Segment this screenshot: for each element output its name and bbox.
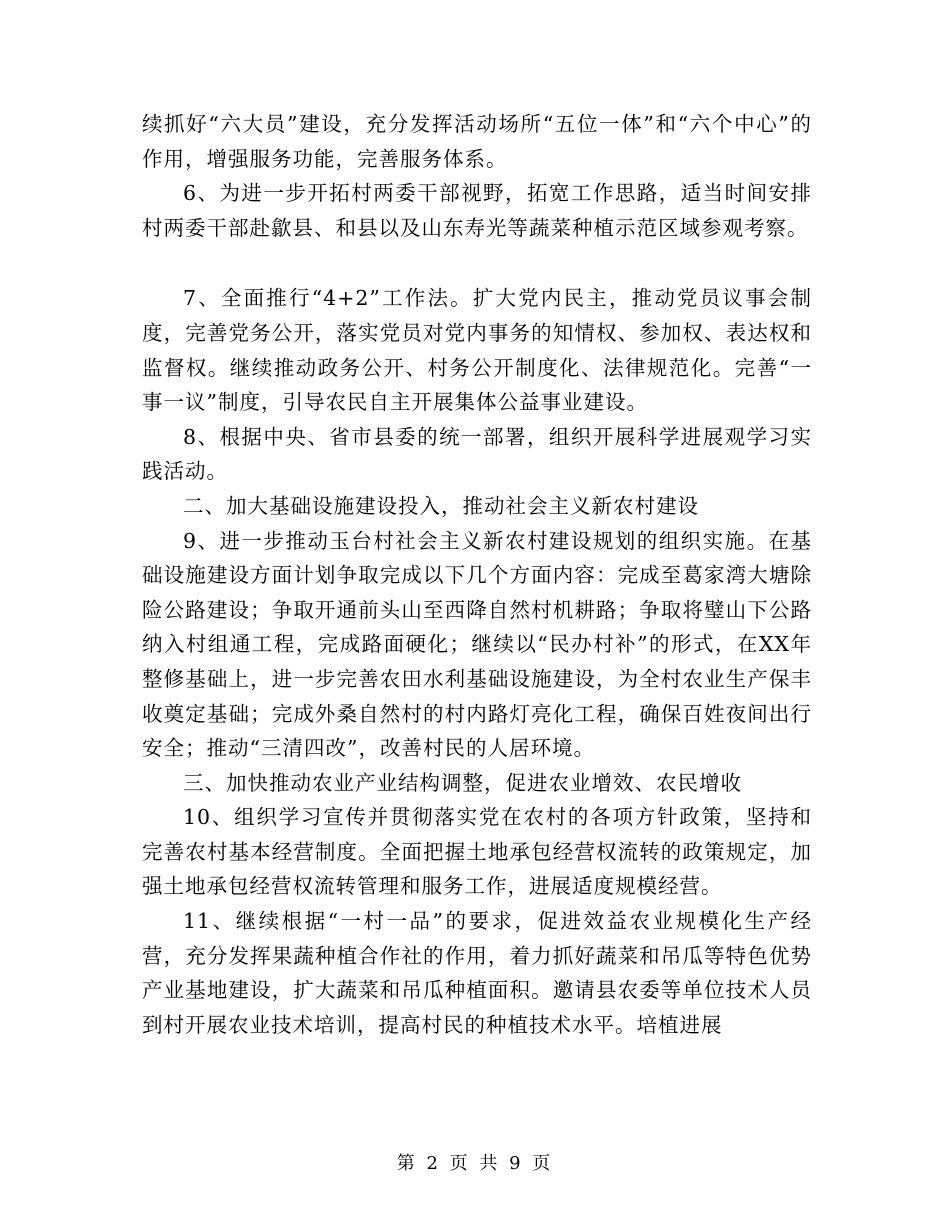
body-text	[142, 107, 812, 1042]
paragraph-continuation: 续抓好“六大员”建设，充分发挥活动场所“五位一体”和“六个中心”的作用，增强服务功能，完善服务体系。	[142, 112, 812, 171]
section-heading-2: 二、加大基础设施建设投入，推动社会主义新农村建设	[183, 493, 699, 518]
paragraph-item-10: 10、组织学习宣传并贯彻落实党在农村的各项方针政策，坚持和完善农村基本经营制度。全面把握土地承包经营权流转的政策规定，加强土地承包经营权流转管理和服务工作，进展适度规模经营。	[142, 805, 812, 899]
paragraph-item-9: 9、进一步推动玉台村社会主义新农村建设规划的组织实施。在基础设施建设方面计划争取完成以下几个方面内容：完成至葛家湾大塘除险公路建设；争取开通前头山至西降自然村机耕路；争取将璧山下公路纳入村组通工程，完成路面硬化；继续以“民办村补”的形式，在XX年整修基础上，进一步完善农田水利基础设施建设，为全村农业生产保丰收奠定基础；完成外桑自然村的村内路灯亮化工程，确保百姓夜间出行安全；推动“三清四改”，改善村民的人居环境。	[142, 528, 812, 761]
page-footer: 第 2 页 共 9 页	[396, 1153, 554, 1174]
paragraph-item-8: 8、根据中央、省市县委的统一部署，组织开展科学进展观学习实践活动。	[142, 424, 812, 484]
paragraph-item-6: 6、为进一步开拓村两委干部视野，拓宽工作思路，适当时间安排村两委干部赴歙县、和县以及山东寿光等蔬菜种植示范区域参观考察。	[142, 181, 812, 240]
paragraph-item-11: 11、继续根据“一村一品”的要求，促进效益农业规模化生产经营，充分发挥果蔬种植合作社的作用，着力抓好蔬菜和吊瓜等特色优势产业基地建设，扩大蔬菜和吊瓜种植面积。邀请县农委等单位技术人员到村开展农业技术培训，提高村民的种植技术水平。培植进展	[142, 909, 812, 1037]
section-heading-3: 三、加快推动农业产业结构调整，促进农业增效、农民增收	[183, 770, 742, 795]
paragraph-item-7: 7、全面推行“4+2”工作法。扩大党内民主，推动党员议事会制度，完善党务公开，落实党员对党内事务的知情权、参加权、表达权和监督权。继续推动政务公开、村务公开制度化、法律规范化。完善“一事一议”制度，引导农民自主开展集体公益事业建设。	[142, 286, 812, 415]
